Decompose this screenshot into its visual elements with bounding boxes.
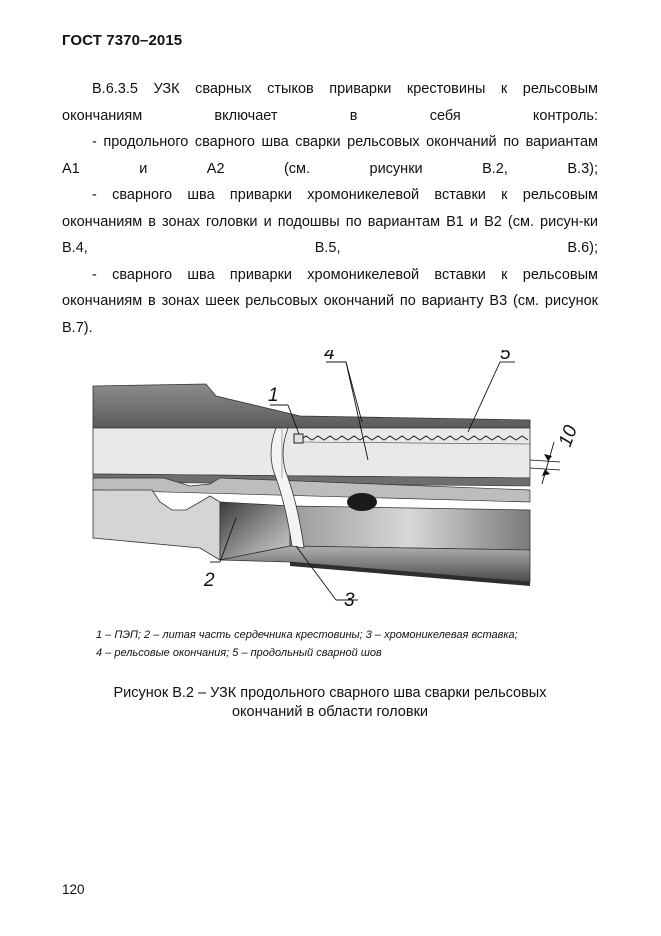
document-header: ГОСТ 7370–2015 (62, 32, 183, 49)
label-5: 5 (500, 350, 511, 364)
figure-caption (62, 684, 598, 722)
dimension-label: 10 (554, 422, 582, 450)
paragraph-intro: В.6.3.5 УЗК сварных стыков приварки крестовины к рельсовым окончаниям включает в себя контроль: (62, 81, 598, 124)
legend-line-2: 4 – рельсовые окончания; 5 – продольный сварной шов (96, 647, 382, 659)
rail-lower-part (93, 478, 530, 586)
figure-rail-weld (90, 350, 590, 610)
dimension-10 (530, 422, 582, 484)
label-2: 2 (204, 570, 215, 591)
rail-upper-part (93, 384, 530, 486)
body-text (62, 76, 598, 341)
paragraph-item-c: - сварного шва приварки хромоникелевой вставки к рельсовым окончаниям в зонах шеек рельсовых окончаний по варианту В3 (см. рисунок В.7). (62, 266, 598, 336)
page-number: 120 (62, 882, 85, 897)
label-4: 4 (324, 350, 335, 364)
bolt-hole (347, 493, 377, 511)
label-3: 3 (344, 590, 355, 610)
paragraph-item-a: - продольного сварного шва сварки рельсовых окончаний по вариантам А1 и А2 (см. рисунки В.2, В.3); (62, 134, 598, 177)
label-1: 1 (268, 385, 279, 406)
paragraph-item-b: - сварного шва приварки хромоникелевой вставки к рельсовым окончаниям в зонах головки и подошвы по вариантам В1 и В2 (см. рисун-ки В.4, В.5, В.6); (62, 187, 598, 256)
legend-line-1: 1 – ПЭП; 2 – литая часть сердечника крестовины; 3 – хромоникелевая вставка; (96, 629, 518, 641)
figure-legend (96, 626, 596, 662)
caption-line-2: окончаний в области головки (231, 704, 429, 720)
probe-transducer (294, 434, 303, 443)
caption-line-1: Рисунок В.2 – УЗК продольного сварного шва сварки рельсовых (113, 685, 547, 701)
